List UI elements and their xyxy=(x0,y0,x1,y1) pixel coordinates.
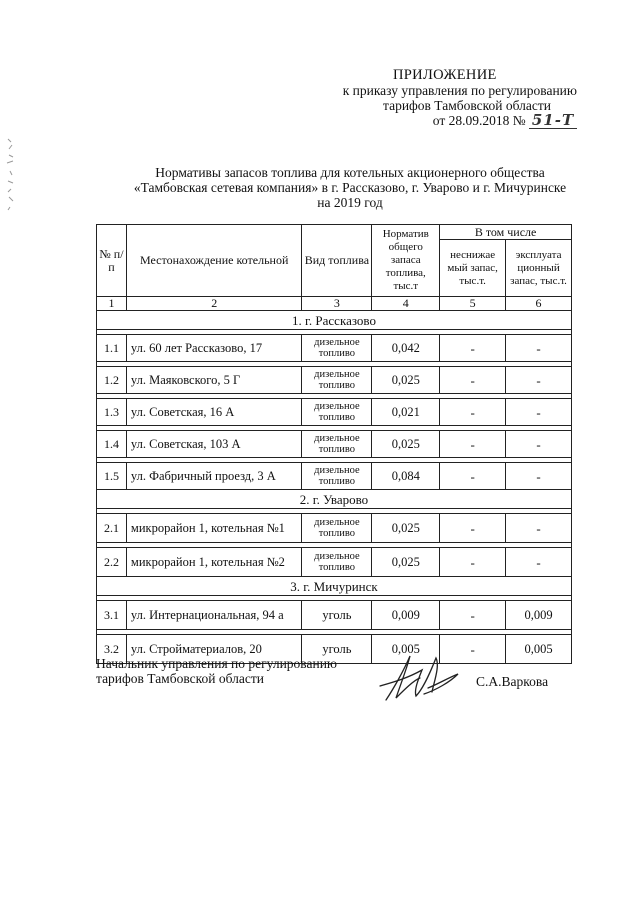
row-operational: - xyxy=(506,463,572,490)
row-operational: - xyxy=(506,514,572,543)
appendix-date-line xyxy=(343,113,577,129)
row-operational: - xyxy=(506,335,572,362)
row-operational: 0,005 xyxy=(506,635,572,664)
col-number: 2 xyxy=(126,297,302,311)
signatory-position-line-2: тарифов Тамбовской области xyxy=(96,671,264,686)
row-nonreducible: - xyxy=(440,635,506,664)
header-location: Местонахождение котельной xyxy=(126,225,302,297)
row-fuel: уголь xyxy=(302,601,372,630)
row-total: 0,025 xyxy=(372,548,440,577)
row-operational: - xyxy=(506,367,572,394)
margin-stamp-marks xyxy=(4,135,18,215)
row-operational: - xyxy=(506,431,572,458)
row-fuel: дизельное топливо xyxy=(302,463,372,490)
col-number: 1 xyxy=(97,297,127,311)
row-total: 0,025 xyxy=(372,514,440,543)
row-location: микрорайон 1, котельная №1 xyxy=(126,514,302,543)
col-number: 4 xyxy=(372,297,440,311)
section-row xyxy=(97,490,572,509)
appendix-header xyxy=(343,68,577,129)
column-numbers-row xyxy=(97,297,572,311)
row-fuel: уголь xyxy=(302,635,372,664)
row-num: 1.5 xyxy=(97,463,127,490)
row-fuel: дизельное топливо xyxy=(302,431,372,458)
signatory-position xyxy=(96,656,337,686)
row-nonreducible: - xyxy=(440,548,506,577)
row-total: 0,025 xyxy=(372,431,440,458)
appendix-title: ПРИЛОЖЕНИЕ xyxy=(393,67,497,83)
header-nonreducible: неснижае мый запас, тыс.т. xyxy=(440,240,506,297)
col-number: 6 xyxy=(506,297,572,311)
section-row xyxy=(97,577,572,596)
row-total: 0,084 xyxy=(372,463,440,490)
header-fuel-type: Вид топлива xyxy=(302,225,372,297)
table-row xyxy=(97,601,572,630)
row-operational: - xyxy=(506,399,572,426)
row-fuel: дизельное топливо xyxy=(302,548,372,577)
document-title-line-1: Нормативы запасов топлива для котельных акционерного общества xyxy=(155,165,545,180)
row-location: ул. 60 лет Рассказово, 17 xyxy=(126,335,302,362)
appendix-line-1: к приказу управления по регулированию xyxy=(342,83,577,98)
document-title-line-2: «Тамбовская сетевая компания» в г. Рассказово, г. Уварово и г. Мичуринске xyxy=(133,180,567,195)
row-location: ул. Стройматериалов, 20 xyxy=(126,635,302,664)
table-row xyxy=(97,463,572,490)
row-total: 0,009 xyxy=(372,601,440,630)
table-row xyxy=(97,431,572,458)
document-title xyxy=(90,165,610,210)
row-nonreducible: - xyxy=(440,463,506,490)
row-num: 1.3 xyxy=(97,399,127,426)
row-location: ул. Советская, 103 А xyxy=(126,431,302,458)
row-location: ул. Советская, 16 А xyxy=(126,399,302,426)
row-fuel: дизельное топливо xyxy=(302,367,372,394)
row-nonreducible: - xyxy=(440,367,506,394)
signatory-position-line-1: Начальник управления по регулированию xyxy=(96,656,338,671)
row-operational: 0,009 xyxy=(506,601,572,630)
appendix-line-2: тарифов Тамбовской области xyxy=(383,98,551,113)
header-operational: эксплуата ционный запас, тыс.т. xyxy=(506,240,572,297)
row-location: микрорайон 1, котельная №2 xyxy=(126,548,302,577)
header-norm-total: Норматив общего запаса топлива, тыс.т xyxy=(372,225,440,297)
handwritten-signature xyxy=(374,648,464,708)
header-num: № п/п xyxy=(97,225,127,297)
appendix-date-prefix: от 28.09.2018 № xyxy=(432,113,526,128)
table-row xyxy=(97,548,572,577)
table-header-row xyxy=(97,225,572,240)
table-row xyxy=(97,367,572,394)
row-total: 0,005 xyxy=(372,635,440,664)
row-num: 1.1 xyxy=(97,335,127,362)
row-num: 2.1 xyxy=(97,514,127,543)
row-fuel: дизельное топливо xyxy=(302,514,372,543)
fuel-norms-table xyxy=(96,224,572,664)
row-total: 0,021 xyxy=(372,399,440,426)
section-title: 2. г. Уварово xyxy=(97,490,572,509)
table-row xyxy=(97,399,572,426)
table-row xyxy=(97,514,572,543)
row-num: 3.1 xyxy=(97,601,127,630)
row-total: 0,042 xyxy=(372,335,440,362)
signatory-name: С.А.Варкова xyxy=(476,674,549,689)
row-location: ул. Фабричный проезд, 3 А xyxy=(126,463,302,490)
col-number: 3 xyxy=(302,297,372,311)
row-num: 2.2 xyxy=(97,548,127,577)
row-total: 0,025 xyxy=(372,367,440,394)
row-nonreducible: - xyxy=(440,601,506,630)
header-including: В том числе xyxy=(440,225,572,240)
section-row xyxy=(97,311,572,330)
row-num: 3.2 xyxy=(97,635,127,664)
row-location: ул. Интернациональная, 94 а xyxy=(126,601,302,630)
handwritten-order-number: 51-Т xyxy=(529,113,577,129)
section-title: 3. г. Мичуринск xyxy=(97,577,572,596)
row-nonreducible: - xyxy=(440,514,506,543)
row-operational: - xyxy=(506,548,572,577)
document-title-line-3: на 2019 год xyxy=(317,195,383,210)
row-nonreducible: - xyxy=(440,431,506,458)
row-nonreducible: - xyxy=(440,335,506,362)
row-fuel: дизельное топливо xyxy=(302,399,372,426)
row-num: 1.2 xyxy=(97,367,127,394)
signature-block xyxy=(96,656,576,716)
col-number: 5 xyxy=(440,297,506,311)
row-num: 1.4 xyxy=(97,431,127,458)
row-nonreducible: - xyxy=(440,399,506,426)
row-fuel: дизельное топливо xyxy=(302,335,372,362)
section-title: 1. г. Рассказово xyxy=(97,311,572,330)
row-location: ул. Маяковского, 5 Г xyxy=(126,367,302,394)
table-row xyxy=(97,335,572,362)
